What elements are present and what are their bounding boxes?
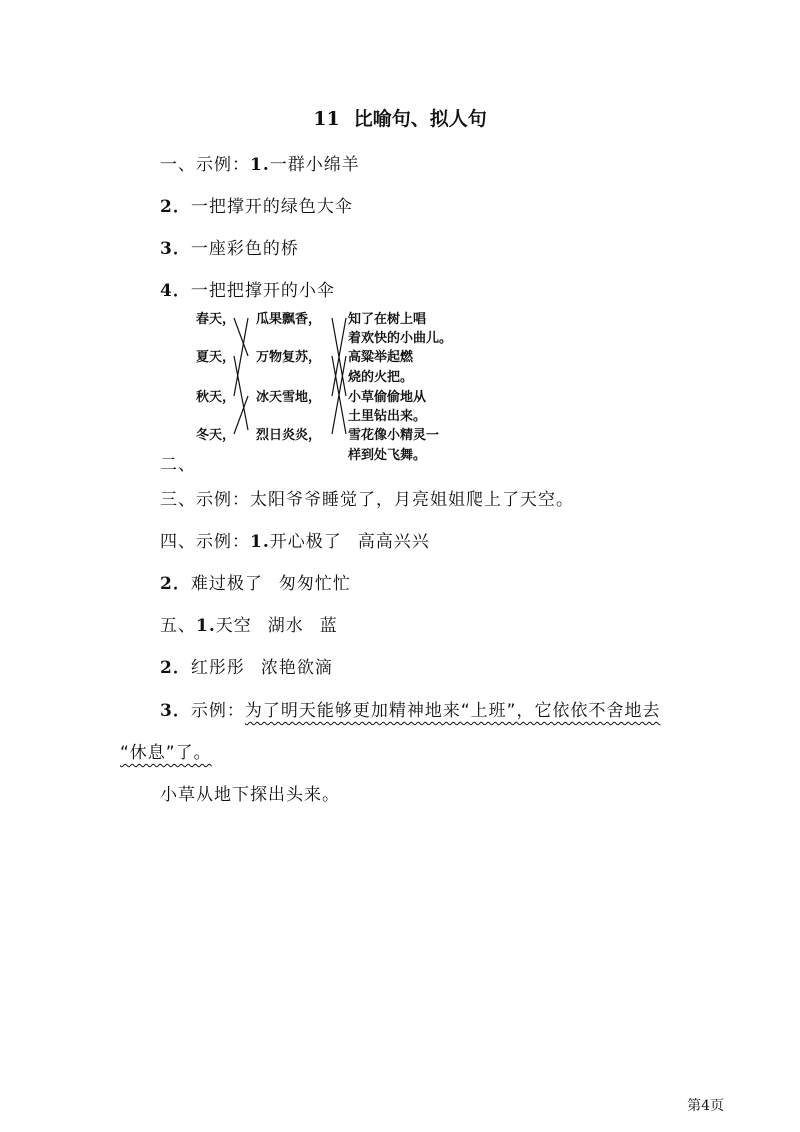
answer-text: 天空	[215, 616, 252, 636]
ending-line: 土里钻出来。	[348, 409, 427, 424]
answer-text: 蓝	[319, 616, 338, 636]
section1-label: 一、示例：	[160, 155, 250, 175]
answer-text: 湖水	[267, 616, 304, 636]
answer-text: 一群小绵羊	[269, 155, 360, 175]
section1-item1	[160, 150, 360, 175]
item-number: 4．	[160, 281, 191, 301]
phrase-revive: 万物复苏，	[256, 350, 322, 365]
underlined-answer-line2: “休息”了。	[120, 743, 212, 763]
page-title	[0, 104, 800, 131]
section1-item4	[160, 276, 335, 301]
section5-item3	[160, 696, 660, 721]
section3	[160, 485, 574, 510]
section4-label: 四、示例：	[160, 532, 250, 552]
item-number: 1.	[196, 616, 216, 636]
ending-line: 样到处飞舞。	[348, 448, 427, 463]
section2-label: 二、	[160, 455, 196, 475]
match-line-winter	[234, 396, 248, 434]
answer-text: 一把把撑开的小伞	[190, 281, 335, 301]
section5-extra: 小草从地下探出头来。	[160, 785, 340, 805]
item-number: 3．	[160, 701, 191, 721]
item-number: 2．	[160, 574, 191, 594]
section4-item1	[160, 527, 430, 552]
phrase-sun: 烈日炎炎，	[256, 428, 322, 443]
item-number: 2．	[160, 197, 191, 217]
phrase-fruit: 瓜果飘香，	[256, 312, 322, 327]
section5-item1	[160, 611, 338, 636]
section4-item2	[160, 569, 351, 594]
section1-item2	[160, 192, 353, 217]
ending-line: 高粱举起燃	[348, 350, 414, 365]
example-label: 示例：	[190, 701, 245, 721]
ending-line: 小草偷偷地从	[348, 390, 427, 405]
season-spring: 春天，	[196, 312, 236, 327]
underlined-answer-line1: 为了明天能够更加精神地来“上班”，它依依不舍地去	[244, 701, 661, 721]
ending-line: 知了在树上唱	[348, 312, 427, 327]
answer-text: 太阳爷爷睡觉了，月亮姐姐爬上了天空。	[250, 490, 574, 510]
item-number: 1.	[250, 532, 270, 552]
page-number: 第4页	[687, 1098, 724, 1114]
answer-text: 开心极了	[269, 532, 342, 552]
item-number: 2．	[160, 658, 191, 678]
match-line-spring	[234, 318, 248, 356]
match-line-autumn	[234, 318, 248, 396]
section1-item3	[160, 234, 299, 259]
section3-label: 三、示例：	[160, 490, 250, 510]
lesson-number: 11	[313, 108, 340, 130]
ending-line: 着欢快的小曲儿。	[348, 331, 453, 346]
answer-text: 一座彩色的桥	[190, 239, 299, 259]
phrase-snow: 冰天雪地，	[256, 390, 322, 405]
answer-text: 一把撑开的绿色大伞	[190, 197, 353, 217]
answer-text: 浓艳欲滴	[260, 658, 333, 678]
answer-text: 红彤彤	[190, 658, 245, 678]
season-winter: 冬天，	[196, 428, 236, 443]
answer-text: 难过极了	[190, 574, 263, 594]
item-number: 1.	[250, 155, 270, 175]
match-line-summer	[234, 356, 248, 430]
answer-text: 匆匆忙忙	[278, 574, 351, 594]
ending-line: 烧的火把。	[348, 370, 414, 385]
answer-text: 高高兴兴	[357, 532, 430, 552]
matching-diagram	[190, 300, 470, 472]
item-number: 3．	[160, 239, 191, 259]
lesson-title: 比喻句、拟人句	[353, 108, 487, 130]
ending-line: 雪花像小精灵一	[348, 428, 440, 443]
section5-label: 五、	[160, 616, 196, 636]
season-autumn: 秋天，	[196, 390, 236, 405]
section5-item3-cont	[120, 738, 212, 763]
section5-item2	[160, 653, 333, 678]
season-summer: 夏天，	[196, 350, 236, 365]
